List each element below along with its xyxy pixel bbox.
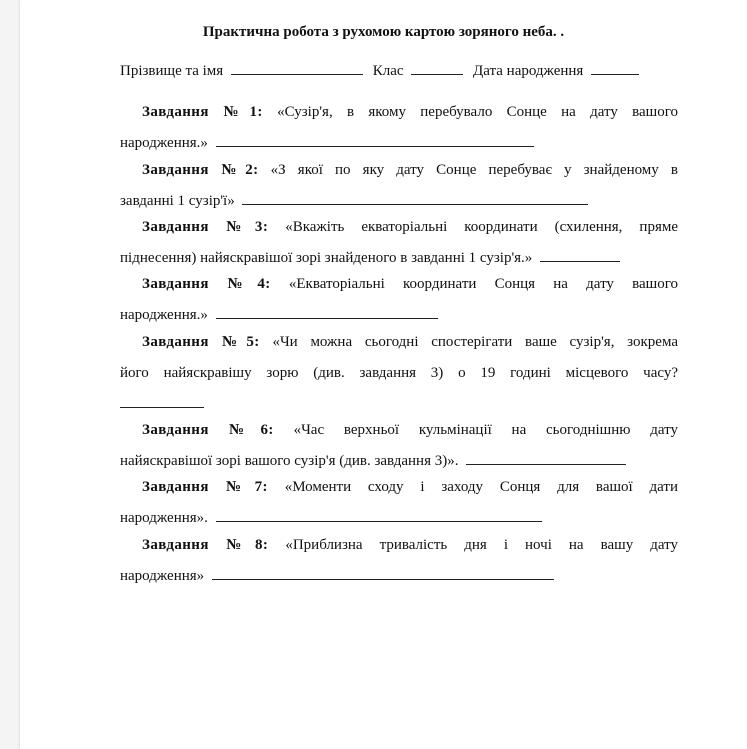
name-label: Прізвище та імя <box>120 63 224 79</box>
task-text-line2: народження» <box>120 568 205 584</box>
student-info-row <box>120 62 639 80</box>
task-text-line1: «Сузір'я, в якому перебувало Сонце на дату вашого <box>277 104 679 120</box>
document-page <box>20 0 747 749</box>
task-text-line2: піднесення) найяскравішої зорі знайденого в завданні 1 сузір'я.» <box>120 250 533 266</box>
task-label: Завдання №8: <box>142 537 269 553</box>
task-label: Завдання №2: <box>142 162 259 178</box>
answer-blank[interactable] <box>540 247 620 262</box>
task-text-line2: народження». <box>120 510 208 526</box>
answer-blank[interactable] <box>216 132 534 147</box>
task-8 <box>120 530 678 592</box>
task-label: Завдання №6: <box>142 422 274 438</box>
task-label: Завдання №5: <box>142 334 260 350</box>
dob-blank[interactable] <box>591 62 639 75</box>
answer-blank[interactable] <box>466 450 626 465</box>
task-text-line1: «З якої по яку дату Сонце перебуває у знайденому в <box>270 162 679 178</box>
task-label: Завдання №3: <box>142 219 269 235</box>
answer-blank[interactable] <box>216 507 542 522</box>
name-blank[interactable] <box>231 62 363 75</box>
answer-blank[interactable] <box>216 304 438 319</box>
task-3 <box>120 212 678 274</box>
task-text-line1: «Екваторіальні координати Сонця на дату вашого <box>288 276 678 292</box>
task-5 <box>120 327 678 420</box>
task-text-line2: завданні 1 сузір'ї» <box>120 193 235 209</box>
task-text-line1: «Приблизна тривалість дня і ночі на вашу дату <box>285 537 678 553</box>
task-text-line2: народження.» <box>120 307 208 323</box>
task-text-line1: «Час верхньої кульмінації на сьогоднішню дату <box>293 422 678 438</box>
answer-blank[interactable] <box>242 190 588 205</box>
class-label: Клас <box>372 63 404 79</box>
task-1 <box>120 97 678 159</box>
task-6 <box>120 415 678 477</box>
answer-blank[interactable] <box>212 565 554 580</box>
page-title: Практична робота з рухомою картою зоряного неба. . <box>202 24 565 40</box>
task-7 <box>120 472 678 534</box>
task-label: Завдання №7: <box>142 479 268 495</box>
answer-blank[interactable] <box>120 393 204 408</box>
task-text-line1: «Вкажіть екваторіальні координати (схилення, пряме <box>285 219 678 235</box>
task-text-line2: його найяскравішу зорю (див. завдання 3) о 19 годині місцевого часу? <box>120 365 678 381</box>
task-label: Завдання №4: <box>142 276 271 292</box>
class-blank[interactable] <box>411 62 463 75</box>
task-text-line2: найяскравішої зорі вашого сузір'я (див. завдання 3)». <box>120 453 459 469</box>
task-4 <box>120 269 678 331</box>
task-text-line2: народження.» <box>120 135 208 151</box>
task-2 <box>120 155 678 217</box>
task-text-line1: «Моменти сходу і заходу Сонця для вашої дати <box>284 479 678 495</box>
task-label: Завдання №1: <box>142 104 263 120</box>
dob-label: Дата народження <box>473 63 584 79</box>
task-text-line1: «Чи можна сьогодні спостерігати ваше сузір'я, зокрема <box>272 334 678 350</box>
